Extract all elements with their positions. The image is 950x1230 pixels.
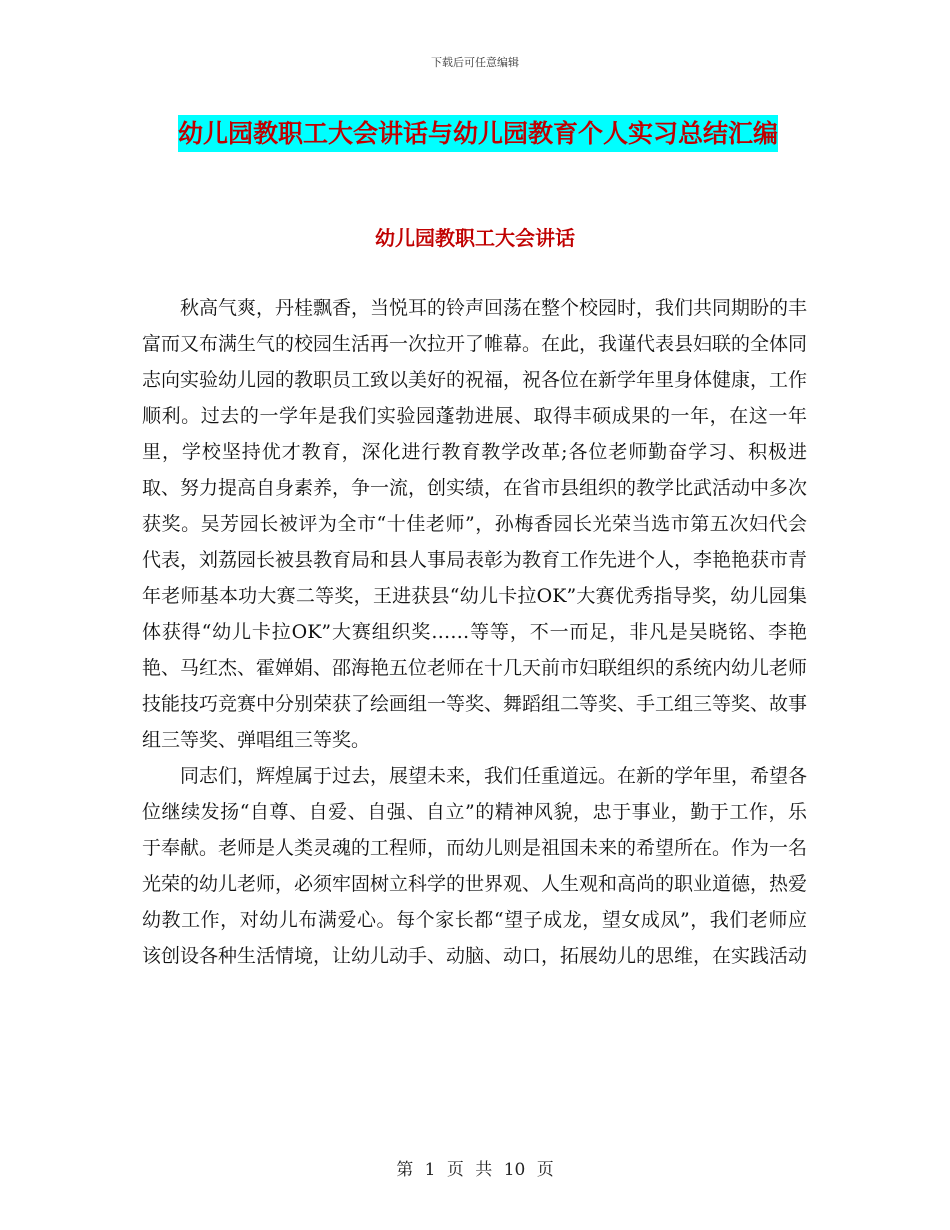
body-text [142, 290, 807, 974]
paragraph: 秋高气爽，丹桂飘香，当悦耳的铃声回荡在整个校园时，我们共同期盼的丰富而又布满生气的校园生活再一次拉开了帷幕。在此，我谨代表县妇联的全体同志向实验幼儿园的教职员工致以美好的祝福，祝各位在新学年里身体健康，工作顺利。过去的一学年是我们实验园蓬勃进展、取得丰硕成果的一年，在这一年里，学校坚持优才教育，深化进行教育教学改革;各位老师勤奋学习、积极进取、努力提高自身素养，争一流，创实绩，在省市县组织的教学比武活动中多次获奖。吴芳园长被评为全市“十佳老师”，孙梅香园长光荣当选市第五次妇代会代表，刘荔园长被县教育局和县人事局表彰为教育工作先进个人，李艳艳获市青年老师基本功大赛二等奖，王进获县“幼儿卡拉OK”大赛优秀指导奖，幼儿园集体获得“幼儿卡拉OK”大赛组织奖……等等，不一而足，非凡是吴晓铭、李艳艳、马红杰、霍婵娟、邵海艳五位老师在十几天前市妇联组织的系统内幼儿老师技能技巧竞赛中分别荣获了绘画组一等奖、舞蹈组二等奖、手工组三等奖、故事组三等奖、弹唱组三等奖。 [142, 297, 808, 751]
document-title [150, 110, 806, 158]
document-title-text: 幼儿园教职工大会讲话与幼儿园教育个人实习总结汇编 [178, 115, 778, 152]
page-footer: 第 1 页 共 10 页 [396, 1160, 554, 1180]
section-title: 幼儿园教职工大会讲话 [375, 226, 575, 250]
header-note: 下载后可任意编辑 [431, 56, 519, 69]
paragraph: 同志们，辉煌属于过去，展望未来，我们任重道远。在新的学年里，希望各位继续发扬“自尊、自爱、自强、自立”的精神风貌，忠于事业，勤于工作，乐于奉献。老师是人类灵魂的工程师，而幼儿则是祖国未来的希望所在。作为一名光荣的幼儿老师，必须牢固树立科学的世界观、人生观和高尚的职业道德，热爱幼教工作，对幼儿布满爱心。每个家长都“望子成龙，望女成凤”，我们老师应该创设各种生活情境，让幼儿动手、动脑、动口，拓展幼儿的思维，在实践活动 [142, 765, 808, 967]
